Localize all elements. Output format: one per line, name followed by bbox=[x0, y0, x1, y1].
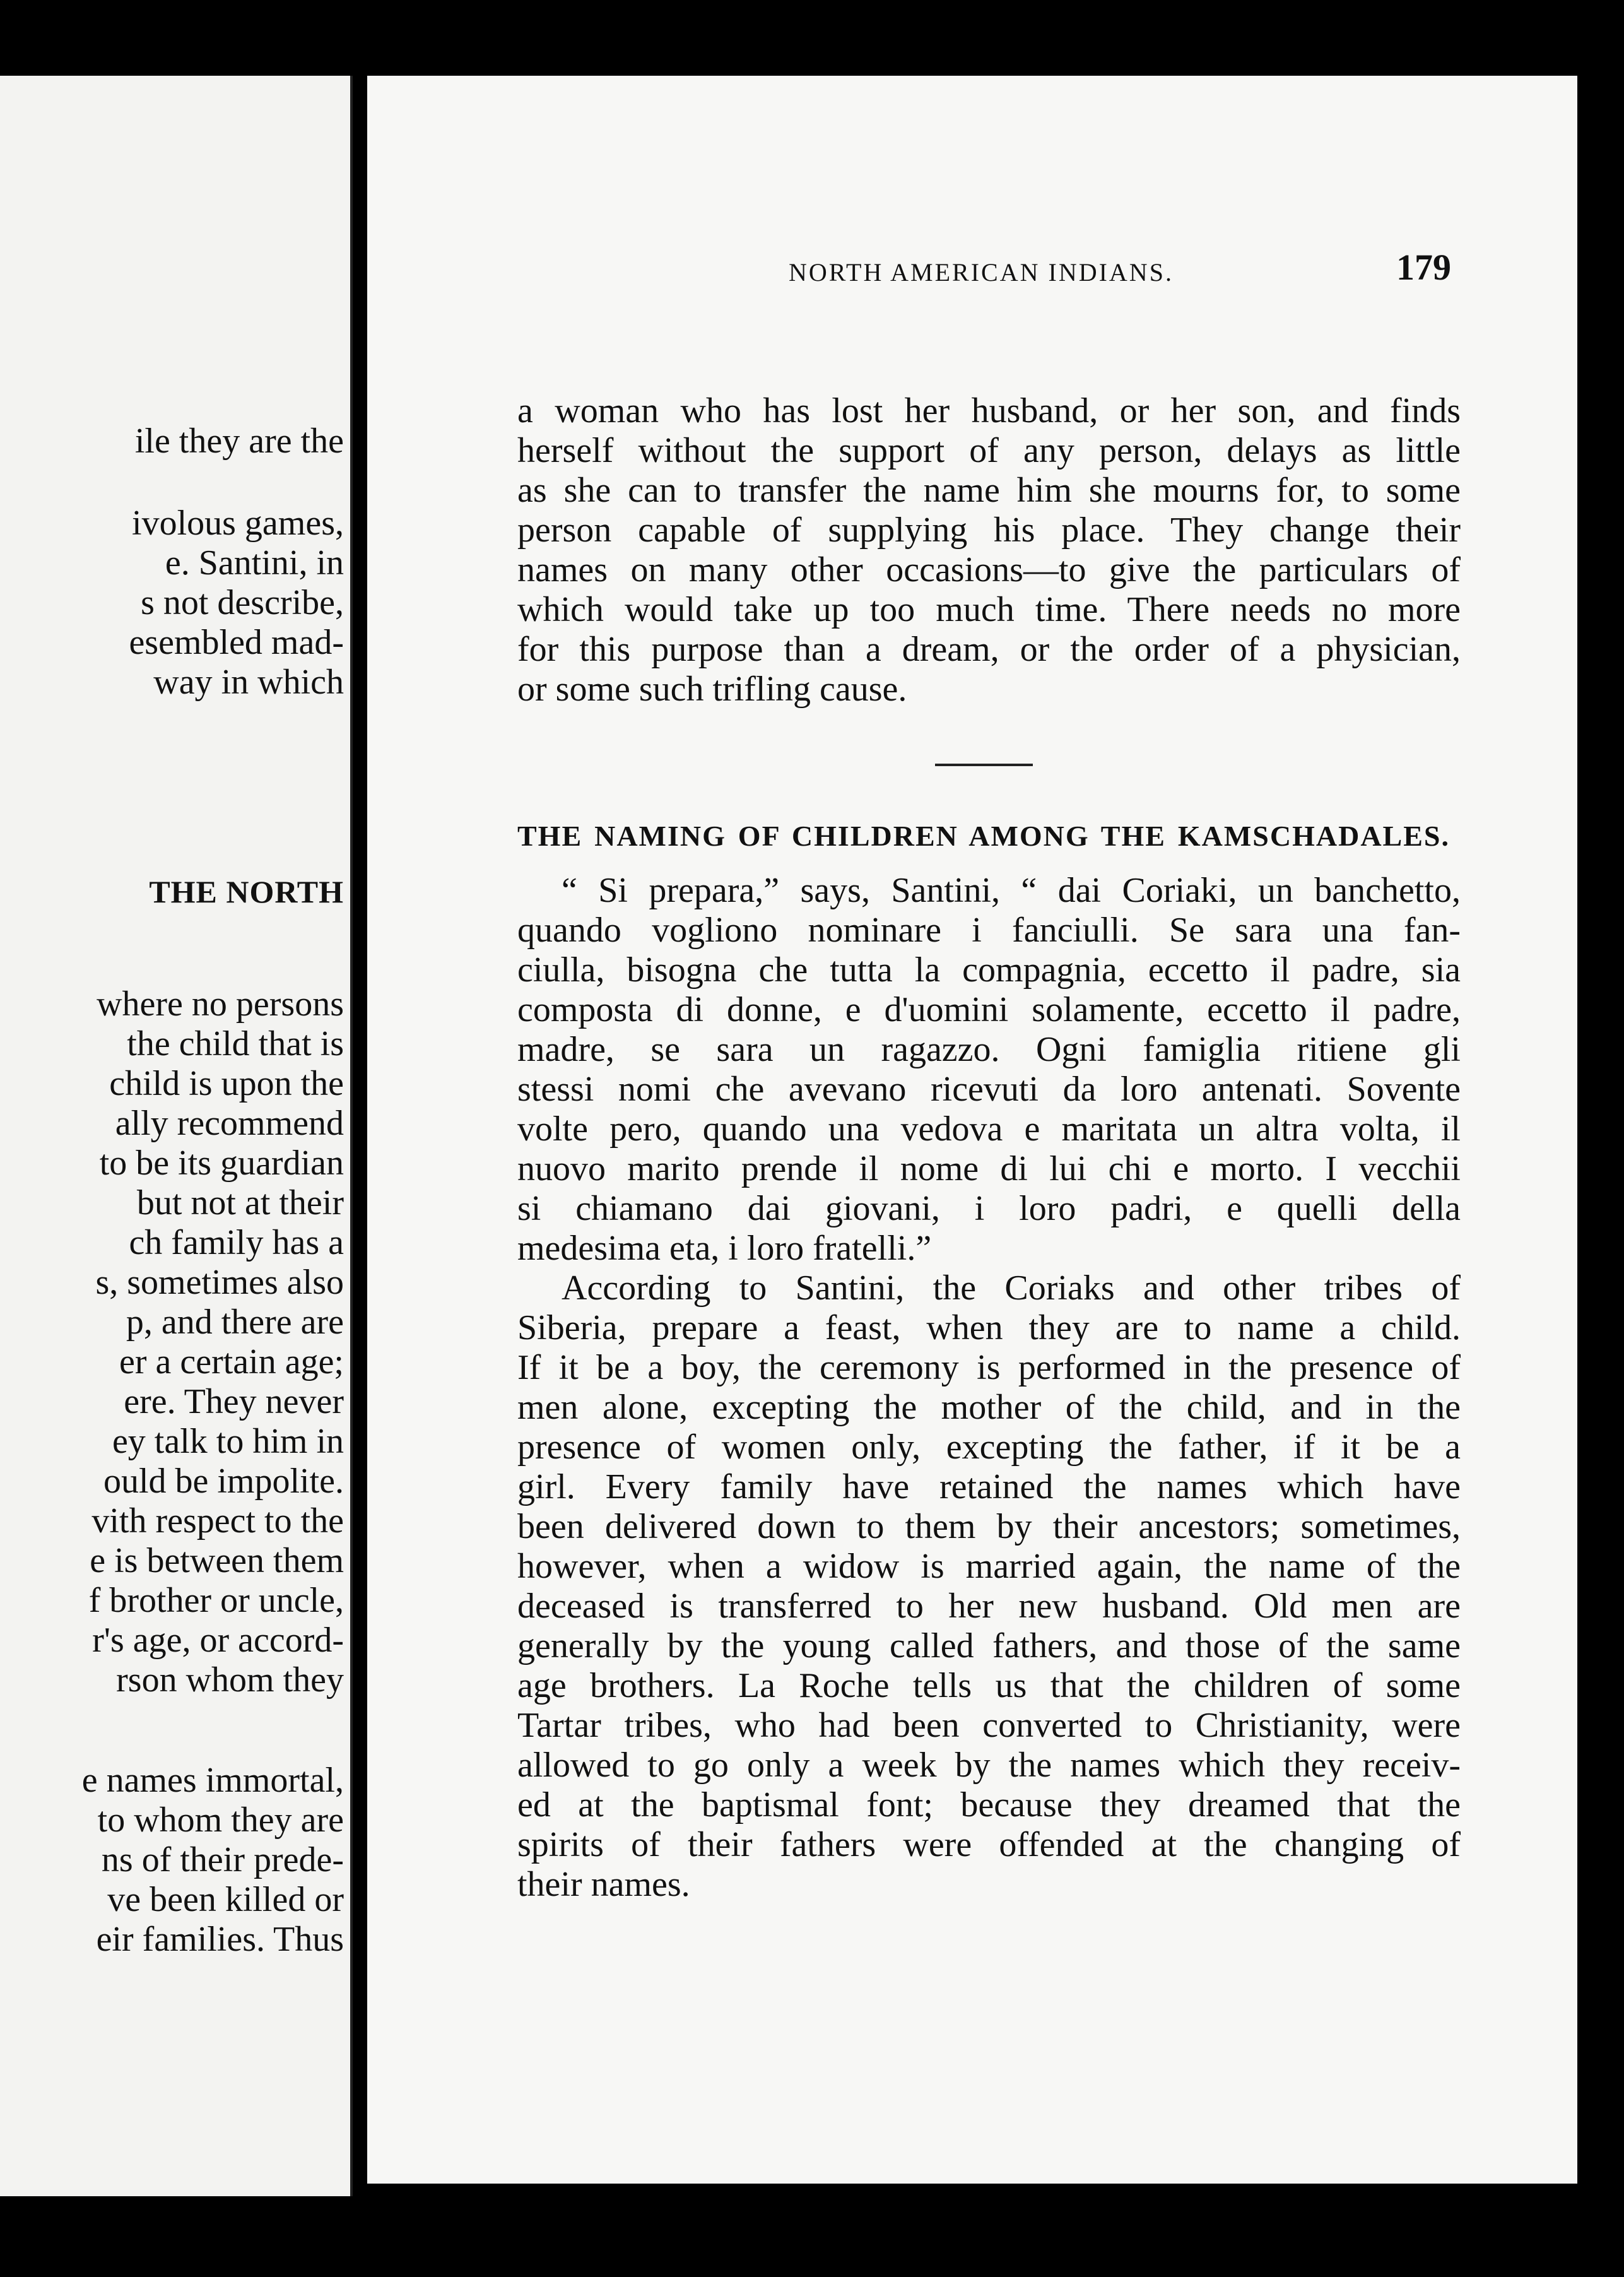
left-text-fragment-b bbox=[0, 504, 344, 702]
text-line: which would take up too much time. There needs no more bbox=[517, 590, 1461, 629]
text-line: medesima eta, i loro fratelli.” bbox=[517, 1229, 932, 1268]
left-text-line: ere. They never bbox=[124, 1382, 344, 1421]
page-number: 179 bbox=[1396, 247, 1451, 288]
left-text-line: eir families. Thus bbox=[96, 1920, 344, 1959]
paragraph-2 bbox=[517, 871, 1461, 1269]
text-line: composta di donne, e d'uomini solamente, eccetto il padre, bbox=[517, 990, 1461, 1029]
left-text-line: s, sometimes also bbox=[95, 1263, 344, 1302]
text-line: deceased is transferred to her new husband. Old men are bbox=[517, 1587, 1461, 1626]
left-text-line: e is between them bbox=[90, 1541, 344, 1580]
text-line: madre, se sara un ragazzo. Ogni famiglia ritiene gli bbox=[517, 1030, 1461, 1069]
text-line: “ Si prepara,” says, Santini, “ dai Coriaki, un banchetto, bbox=[562, 871, 1461, 910]
text-line: girl. Every family have retained the names which have bbox=[517, 1467, 1461, 1506]
left-text-line: where no persons bbox=[97, 985, 344, 1024]
text-line: Tartar tribes, who had been converted to Christianity, were bbox=[517, 1706, 1461, 1745]
left-text-line: e. Santini, in bbox=[165, 543, 344, 583]
text-line: According to Santini, the Coriaks and other tribes of bbox=[562, 1269, 1461, 1308]
left-text-line: child is upon the bbox=[109, 1064, 344, 1103]
text-line: presence of women only, excepting the father, if it be a bbox=[517, 1428, 1461, 1467]
left-heading-fragment: THE NORTH bbox=[149, 874, 344, 909]
text-line: stessi nomi che avevano ricevuti da loro antenati. Sovente bbox=[517, 1070, 1461, 1109]
text-line: their names. bbox=[517, 1865, 690, 1904]
running-head-title: NORTH AMERICAN INDIANS. bbox=[789, 258, 1174, 287]
text-line: ed at the baptismal font; because they dreamed that the bbox=[517, 1785, 1461, 1825]
left-text-line: vith respect to the bbox=[91, 1501, 344, 1541]
text-line: for this purpose than a dream, or the order of a physician, bbox=[517, 630, 1461, 669]
text-line: allowed to go only a week by the names which they receiv- bbox=[517, 1746, 1461, 1785]
left-text-line: s not describe, bbox=[141, 583, 344, 622]
left-text-line: ivolous games, bbox=[132, 504, 344, 543]
left-text-line: but not at their bbox=[136, 1183, 344, 1222]
text-line: men alone, excepting the mother of the child, and in the bbox=[517, 1388, 1461, 1427]
left-text-line: rson whom they bbox=[116, 1660, 344, 1700]
text-line: nuovo marito prende il nome di lui chi e morto. I vecchii bbox=[517, 1149, 1461, 1188]
text-line: volte pero, quando una vedova e maritata un altra volta, il bbox=[517, 1109, 1461, 1149]
left-text-line: the child that is bbox=[127, 1024, 344, 1063]
left-text-line: e names immortal, bbox=[81, 1761, 344, 1800]
left-text-fragment-d bbox=[0, 1761, 344, 1960]
text-line: si chiamano dai giovani, i loro padri, e quelli della bbox=[517, 1189, 1461, 1228]
section-heading: THE NAMING OF CHILDREN AMONG THE KAMSCHADALES. bbox=[517, 820, 1450, 852]
left-text-line: er a certain age; bbox=[119, 1342, 344, 1381]
text-line: however, when a widow is married again, the name of the bbox=[517, 1547, 1461, 1586]
section-divider bbox=[935, 764, 1033, 766]
left-page bbox=[0, 76, 353, 2196]
text-line: Siberia, prepare a feast, when they are to name a child. bbox=[517, 1308, 1461, 1347]
text-line: a woman who has lost her husband, or her son, and finds bbox=[517, 391, 1461, 430]
left-text-line: ns of their prede- bbox=[101, 1840, 344, 1879]
left-text-line: ey talk to him in bbox=[112, 1422, 344, 1461]
left-text-fragment-a bbox=[0, 422, 344, 461]
left-text-line: f brother or uncle, bbox=[88, 1581, 344, 1620]
text-line: spirits of their fathers were offended at the changing of bbox=[517, 1825, 1461, 1864]
text-line: quando vogliono nominare i fanciulli. Se sara una fan- bbox=[517, 911, 1461, 950]
text-line: as she can to transfer the name him she mourns for, to some bbox=[517, 471, 1461, 510]
left-text-line: ould be impolite. bbox=[103, 1462, 344, 1501]
left-text-line: ally recommend bbox=[115, 1104, 344, 1143]
left-text-line: esembled mad- bbox=[129, 623, 344, 662]
left-text-line: ch family has a bbox=[129, 1223, 344, 1262]
text-line: been delivered down to them by their ancestors; sometimes, bbox=[517, 1507, 1461, 1546]
paragraph-3 bbox=[517, 1269, 1461, 1905]
left-text-line: to whom they are bbox=[97, 1801, 344, 1840]
left-text-line: p, and there are bbox=[126, 1303, 344, 1342]
text-line: If it be a boy, the ceremony is performed in the presence of bbox=[517, 1348, 1461, 1387]
text-line: herself without the support of any person, delays as little bbox=[517, 431, 1461, 470]
left-text-line: to be its guardian bbox=[99, 1144, 344, 1183]
left-text-line: way in which bbox=[153, 663, 344, 702]
text-line: generally by the young called fathers, and those of the same bbox=[517, 1626, 1461, 1665]
left-text-fragment-c bbox=[0, 985, 344, 1700]
left-text-line: r's age, or accord- bbox=[92, 1621, 344, 1660]
text-line: ciulla, bisogna che tutta la compagnia, eccetto il padre, sia bbox=[517, 950, 1461, 990]
left-text-line: ile they are the bbox=[134, 422, 344, 461]
left-text-line: ve been killed or bbox=[107, 1880, 344, 1919]
text-line: names on many other occasions—to give the particulars of bbox=[517, 550, 1461, 589]
text-line: or some such trifling cause. bbox=[517, 670, 907, 709]
paragraph-1 bbox=[517, 391, 1461, 709]
text-line: age brothers. La Roche tells us that the children of some bbox=[517, 1666, 1461, 1705]
text-line: person capable of supplying his place. They change their bbox=[517, 511, 1461, 550]
